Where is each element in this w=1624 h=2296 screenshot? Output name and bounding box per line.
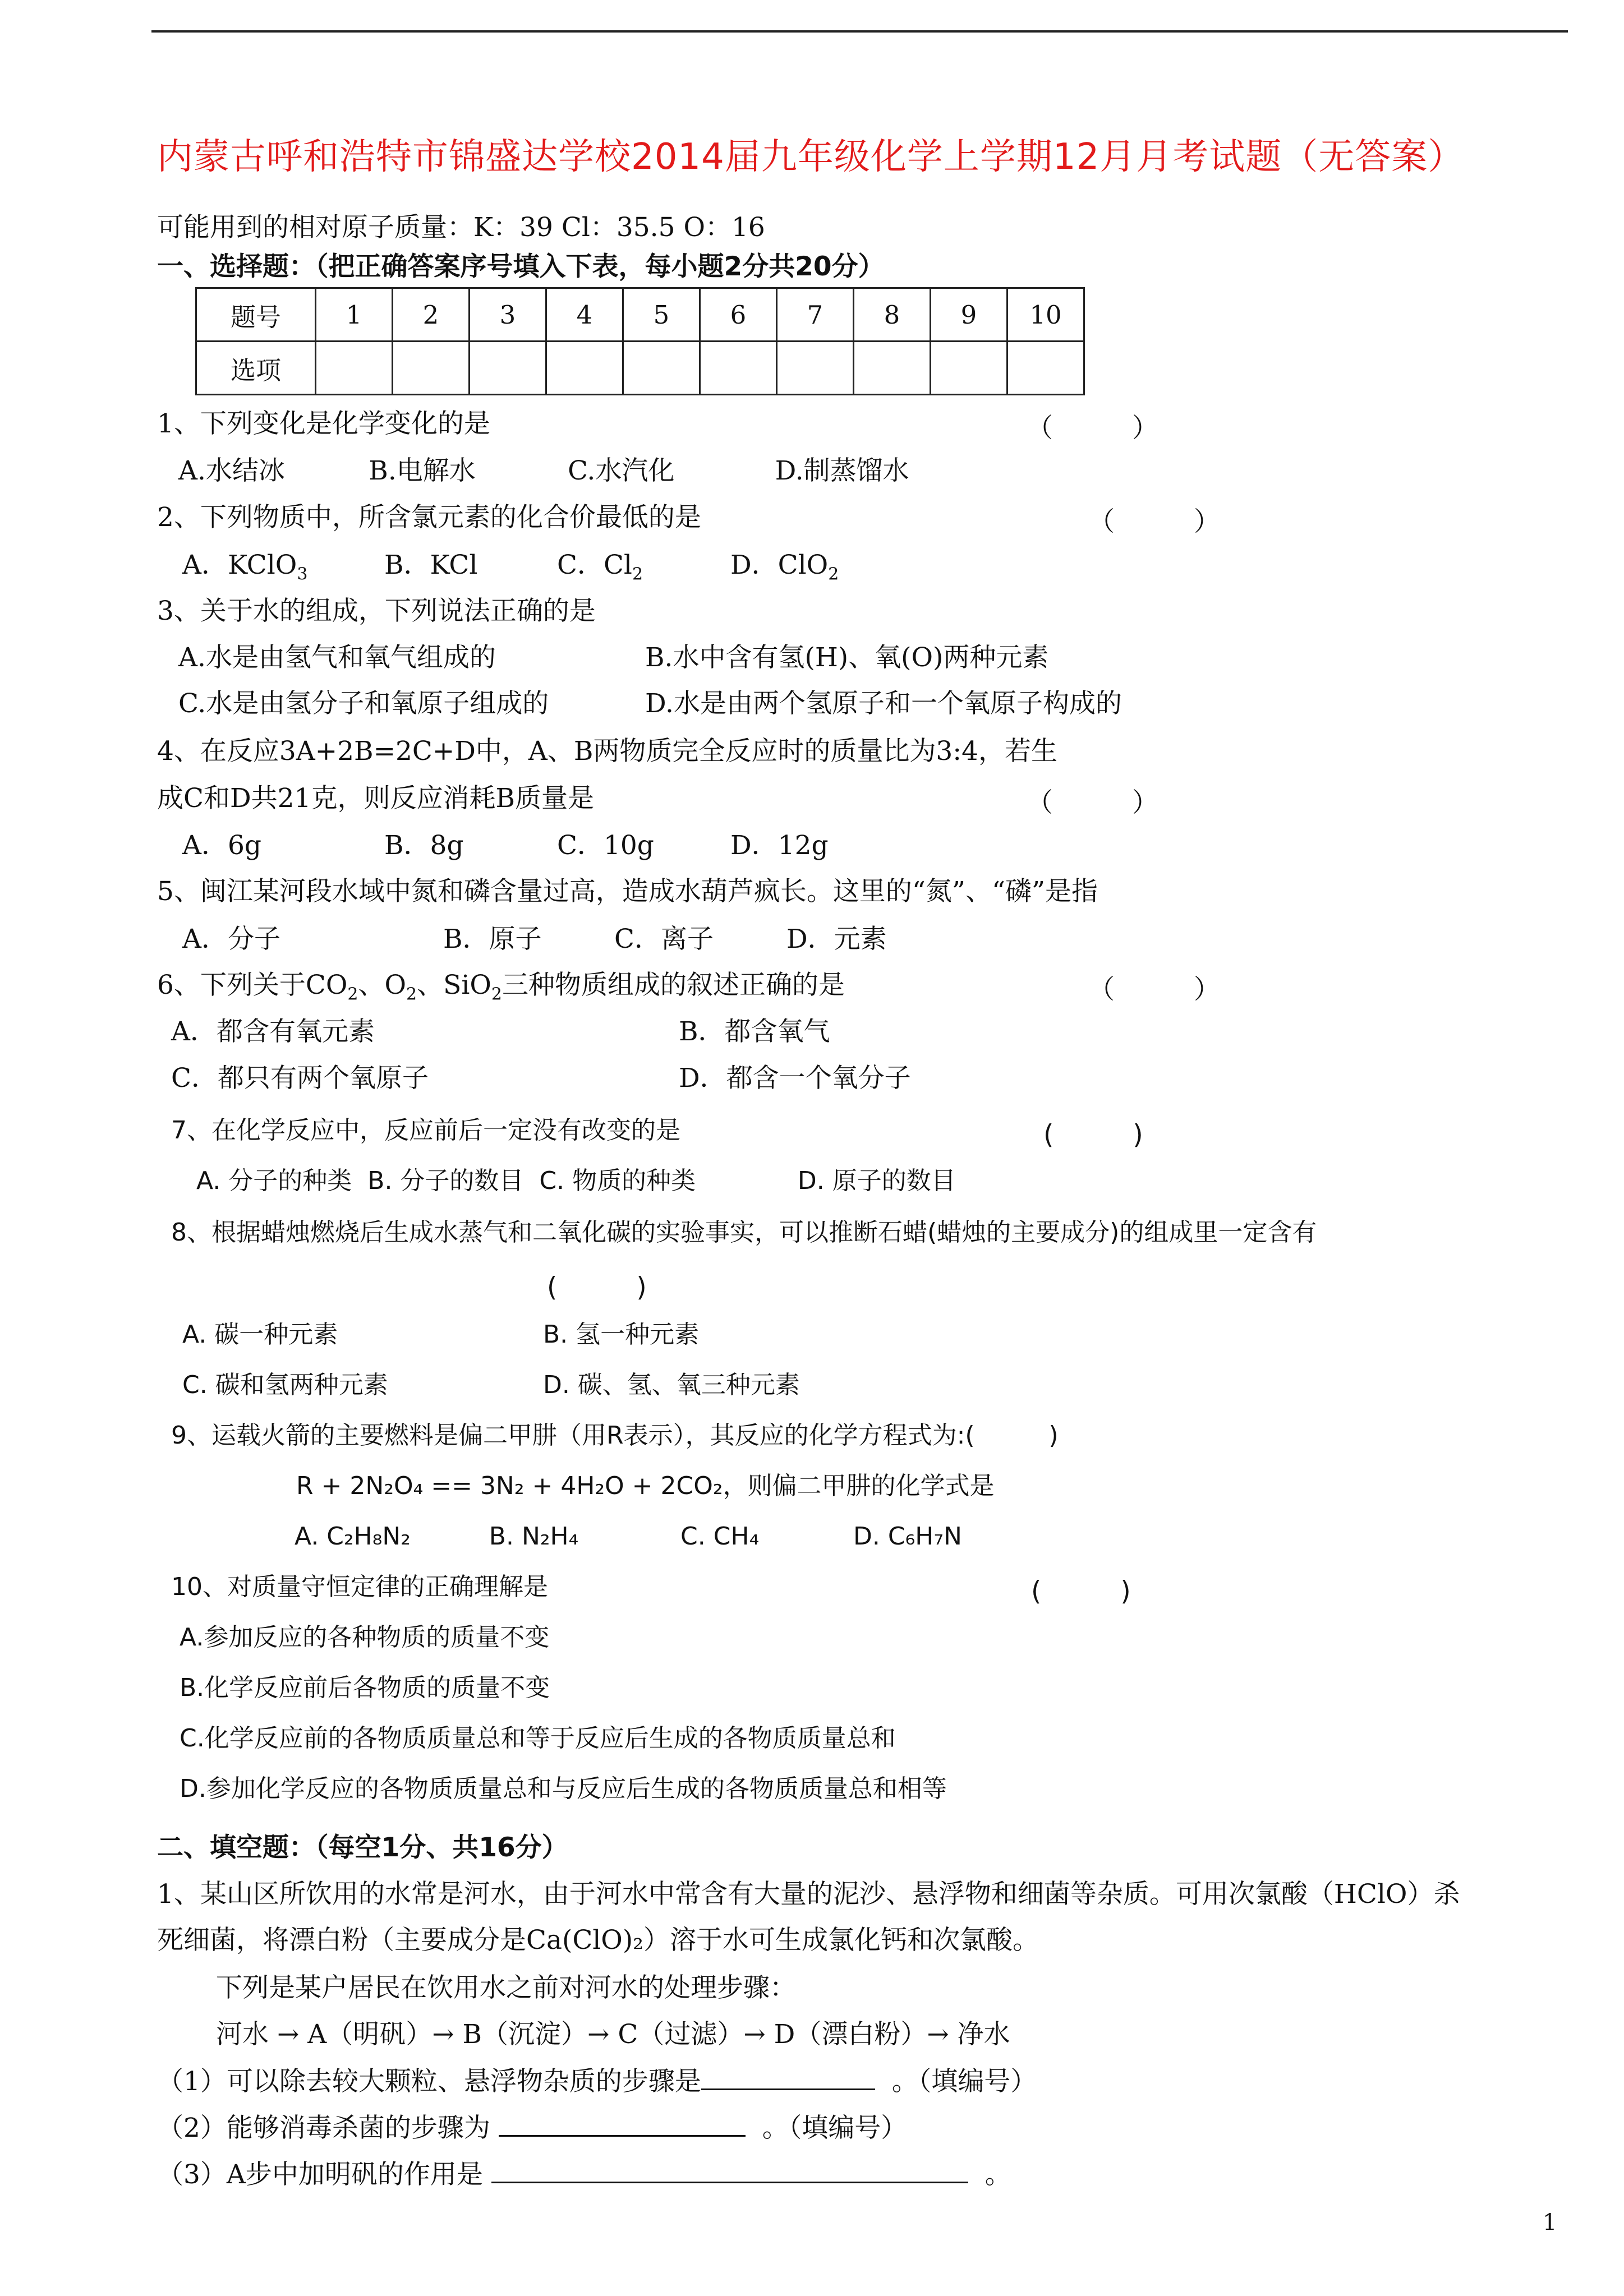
q4-answer-paren[interactable]: （ ） — [1027, 787, 1158, 818]
table-number: 6 — [700, 288, 777, 342]
top-rule — [151, 30, 1568, 33]
q4-stem-line1: 4、在反应3A+2B=2C+D中，A、B两物质完全反应时的质量比为3:4，若生 — [157, 736, 1057, 767]
q5-stem: 5、闽江某河段水域中氮和磷含量过高，造成水葫芦疯长。这里的“氮”、“磷”是指 — [157, 876, 1098, 907]
q1-stem: 1、下列变化是化学变化的是 — [157, 408, 490, 439]
q3-option-d: D.水是由两个氢原子和一个氧原子构成的 — [645, 688, 1122, 719]
q6-option-b: B．都含氧气 — [679, 1016, 830, 1047]
answer-cell[interactable] — [470, 342, 546, 395]
answer-cell[interactable] — [546, 342, 623, 395]
q5-option-b: B．原子 — [443, 924, 542, 955]
q1-options: A.水结冰 B.电解水 C.水汽化 D.制蒸馏水 — [178, 455, 909, 486]
table-option-label: 选项 — [196, 342, 316, 395]
table-number: 3 — [470, 288, 546, 342]
q2-stem: 2、下列物质中，所含氯元素的化合价最低的是 — [157, 502, 701, 533]
q2-option-a: A．KClO$_3$ — [182, 550, 308, 584]
q7-answer-paren[interactable]: ( ) — [1043, 1119, 1143, 1150]
q6-answer-paren[interactable]: （ ） — [1088, 974, 1220, 1005]
q3-stem: 3、关于水的组成，下列说法正确的是 — [157, 596, 596, 626]
answer-table-number-row — [196, 288, 1084, 342]
q7-options: A. 分子的种类 B. 分子的数目 C. 物质的种类 D. 原子的数目 — [196, 1167, 956, 1195]
atomic-mass-note: 可能用到的相对原子质量：K：39 Cl：35.5 O：16 — [157, 212, 765, 243]
q7-stem: 7、在化学反应中，反应前后一定没有改变的是 — [171, 1116, 680, 1145]
q2-answer-paren[interactable]: （ ） — [1088, 506, 1220, 537]
answer-cell[interactable] — [854, 342, 931, 395]
answer-cell[interactable] — [316, 342, 393, 395]
fill-q1-text-line3: 下列是某户居民在饮用水之前对河水的处理步骤： — [216, 1972, 796, 2003]
fill-blank-3[interactable] — [491, 2159, 968, 2183]
section1-heading: 一、选择题：（把正确答案序号填入下表，每小题2分共20分） — [157, 251, 885, 282]
answer-table-option-row — [196, 342, 1084, 395]
q2-option-b: B．KCl — [384, 550, 478, 580]
q1-answer-paren[interactable]: （ ） — [1027, 413, 1158, 444]
q8-option-b: B. 氢一种元素 — [543, 1320, 700, 1349]
q3-option-a: A.水是由氢气和氧气组成的 — [178, 642, 496, 673]
q6-option-a: A．都含有氧元素 — [171, 1016, 375, 1047]
q9-equation: R + 2N₂O₄ == 3N₂ + 4H₂O + 2CO₂，则偏二甲肼的化学式是 — [296, 1472, 995, 1500]
fill-blank-2[interactable] — [499, 2113, 746, 2137]
q8-stem: 8、根据蜡烛燃烧后生成水蒸气和二氧化碳的实验事实，可以推断石蜡(蜡烛的主要成分)的组成里一定含有 — [171, 1218, 1317, 1247]
page-number: 1 — [1543, 2210, 1557, 2235]
q9-stem: 9、运载火箭的主要燃料是偏二甲肼（用R表示），其反应的化学方程式为:( ) — [171, 1421, 1059, 1450]
answer-table — [195, 287, 1085, 395]
q10-stem: 10、对质量守恒定律的正确理解是 — [171, 1573, 548, 1601]
fill-subq-2: （2）能够消毒杀菌的步骤为 。（填编号） — [157, 2113, 908, 2143]
answer-cell[interactable] — [623, 342, 700, 395]
fill-subq-3: （3）A步中加明矾的作用是 。 — [157, 2159, 1011, 2190]
q4-stem-line2: 成C和D共21克，则反应消耗B质量是 — [157, 783, 594, 814]
table-number: 4 — [546, 288, 623, 342]
table-number: 2 — [393, 288, 470, 342]
answer-cell[interactable] — [700, 342, 777, 395]
q10-option-d: D.参加化学反应的各物质质量总和与反应后生成的各物质质量总和相等 — [180, 1774, 947, 1803]
q10-option-a: A.参加反应的各种物质的质量不变 — [180, 1623, 550, 1652]
q5-option-d: D．元素 — [786, 924, 887, 955]
fill-blank-1[interactable] — [701, 2066, 875, 2090]
treatment-steps: 河水 → A（明矾）→ B（沉淀）→ C（过滤）→ D（漂白粉）→ 净水 — [216, 2019, 1010, 2050]
fill-q1-text-line1: 1、某山区所饮用的水常是河水，由于河水中常含有大量的泥沙、悬浮物和细菌等杂质。可用次氯酸（HClO）杀 — [157, 1879, 1460, 1910]
fill-q1-text-line2: 死细菌，将漂白粉（主要成分是Ca(ClO)₂）溶于水可生成氯化钙和次氯酸。 — [157, 1925, 1039, 1956]
q8-option-c: C. 碳和氢两种元素 — [182, 1371, 388, 1399]
q4-option-c: C．10g — [557, 830, 654, 861]
q4-option-b: B．8g — [384, 830, 464, 861]
q8-option-a: A. 碳一种元素 — [182, 1320, 338, 1349]
q5-option-c: C．离子 — [614, 924, 714, 955]
q6-stem: 6、下列关于$CO_2$、$O_2$、SiO$_2$三种物质组成的叙述正确的是 — [157, 970, 845, 1004]
table-header-label: 题号 — [196, 288, 316, 342]
q6-option-d: D．都含一个氧分子 — [679, 1063, 911, 1094]
q10-option-b: B.化学反应前后各物质的质量不变 — [180, 1673, 550, 1702]
q8-answer-paren[interactable]: ( ) — [547, 1272, 647, 1303]
q9-options: A. C₂H₈N₂ B. N₂H₄ C. CH₄ D. C₆H₇N — [295, 1522, 962, 1551]
q3-option-b: B.水中含有氢(H)、氧(O)两种元素 — [645, 642, 1049, 673]
answer-cell[interactable] — [393, 342, 470, 395]
q4-option-d: D．12g — [730, 830, 829, 861]
page-title: 内蒙古呼和浩特市锦盛达学校2014届九年级化学上学期12月月考试题（无答案） — [157, 136, 1465, 178]
section2-heading: 二、填空题：（每空1分、共16分） — [157, 1832, 568, 1863]
q5-option-a: A．分子 — [182, 924, 280, 955]
q10-option-c: C.化学反应前的各物质质量总和等于反应后生成的各物质质量总和 — [180, 1724, 896, 1753]
q6-option-c: C．都只有两个氧原子 — [171, 1063, 429, 1094]
q3-option-c: C.水是由氢分子和氧原子组成的 — [178, 688, 549, 719]
q8-option-d: D. 碳、氢、氧三种元素 — [543, 1371, 800, 1399]
answer-cell[interactable] — [931, 342, 1007, 395]
q10-answer-paren[interactable]: ( ) — [1031, 1576, 1131, 1607]
table-number: 10 — [1007, 288, 1084, 342]
table-number: 9 — [931, 288, 1007, 342]
fill-subq-1: （1）可以除去较大颗粒、悬浮物杂质的步骤是 。（填编号） — [157, 2066, 1037, 2097]
table-number: 5 — [623, 288, 700, 342]
q4-option-a: A．6g — [182, 830, 261, 861]
q2-option-c: C．$Cl_2$ — [557, 550, 643, 584]
q2-option-d: D．ClO$_2$ — [730, 550, 839, 584]
answer-cell[interactable] — [1007, 342, 1084, 395]
answer-cell[interactable] — [777, 342, 854, 395]
table-number: 8 — [854, 288, 931, 342]
table-number: 1 — [316, 288, 393, 342]
table-number: 7 — [777, 288, 854, 342]
